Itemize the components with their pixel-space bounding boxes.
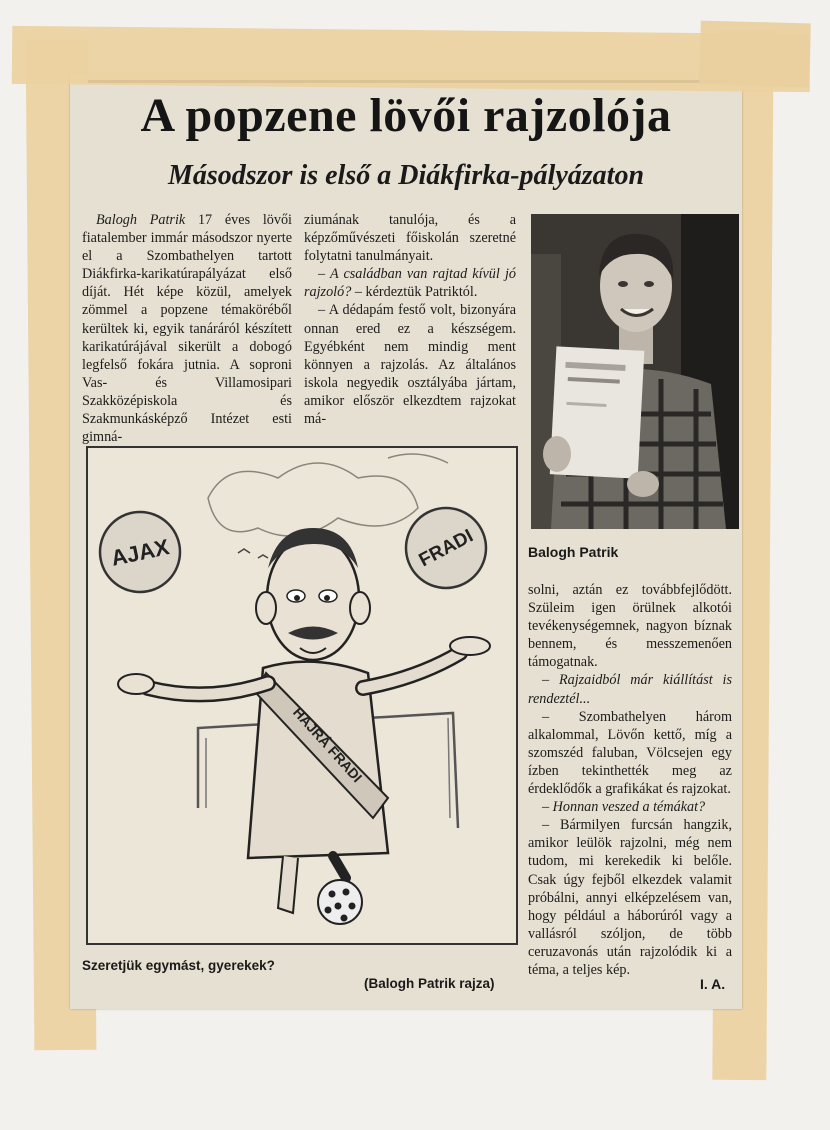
newspaper-clipping: [70, 74, 742, 1009]
interview-question: – Honnan veszed a témákat?: [542, 799, 706, 816]
paragraph: [304, 265, 516, 301]
interview-question: – Rajzaidból már kiállítást is rendeztél...: [528, 672, 732, 707]
paragraph: ziumának tanulója, és a képzőművészeti főiskolán szeretné folytatni tanulmányait.: [304, 212, 516, 265]
masking-tape-top: [12, 26, 811, 92]
sash-label: HAJRÁ FRADI: [290, 704, 366, 786]
ajax-ball: [100, 512, 180, 592]
paragraph: solni, aztán ez továbbfejlődött. Szüleim igen örülnek alkotói tevékenységemnek, nagyon bíznak bennem, és messzemenően támogatnak.: [528, 582, 732, 671]
article-column-3: [528, 581, 732, 979]
author-initials: I. A.: [700, 976, 726, 992]
cartoon-illustration: [86, 446, 518, 945]
subheadline: Másodszor is első a Diákfirka-pályázaton: [167, 160, 645, 191]
ajax-ball-label: AJAX: [108, 534, 172, 571]
interview-question: – A családban van rajtad kívül jó rajzoló?: [304, 266, 516, 301]
article-column-1: [82, 211, 292, 446]
portrait-photo: [531, 214, 739, 529]
fradi-ball-label: FRADI: [415, 525, 477, 572]
paragraph-text: 17 éves lövői fiatalember immár másodszor nyerte el a Szombathelyen tartott Diákfirka-karikatúrapályázat első díját. Hét képe közül, amelyek zömmel a popzene témaköréből kerültek ki, egyik tanáráról készített karikatúrájával sikerült a dobogó legfelső fokára jutnia. A soproni Vas- és Villamosipari Szakközépiskola és Szakmunkásképző Intézet esti gimná-: [82, 212, 293, 446]
article-column-2: [304, 211, 516, 428]
paragraph-text: – kérdeztük Patriktól.: [351, 284, 478, 301]
paragraph: – A dédapám festő volt, bizonyára onnan ered ez a készségem. Egyébként nem mindig ment könnyen a rajzolás. Az általános iskola negyedik osztályába jártam, amikor először elkezdtem rajzokat má-: [304, 302, 516, 428]
fradi-ball: [406, 508, 486, 588]
cartoon-credit: (Balogh Patrik rajza): [364, 976, 495, 991]
lead-name: Balogh Patrik: [96, 212, 186, 228]
paragraph: – Bármilyen furcsán hangzik, amikor leülök rajzolni, még nem tudom, mi kerekedik ki belőle. Csak úgy fejből elkezdek valamit próbálni, annyi elképzelésem van, hogy például a háborúról vagy a vallásról szóljon, de több ceruzavonás után rajzolódik ki a téma, a teljes kép.: [528, 817, 732, 978]
paragraph: – Szombathelyen három alkalommal, Lövőn kettő, míg a szomszéd faluban, Völcsejen egy ízben tekinthették meg az érdeklődők a grafikákat és rajzokat.: [528, 708, 732, 798]
masking-tape-corner: [699, 21, 811, 88]
cartoon-caption: Szeretjük egymást, gyerekek?: [82, 958, 275, 973]
paragraph: [528, 671, 732, 707]
cartoon-drawing: [88, 448, 516, 943]
paragraph: [82, 211, 292, 446]
portrait-photo-drawing: [531, 214, 739, 529]
photo-caption: Balogh Patrik: [528, 544, 619, 560]
headline: A popzene lövői rajzolója: [140, 89, 672, 142]
paragraph: [528, 798, 732, 816]
